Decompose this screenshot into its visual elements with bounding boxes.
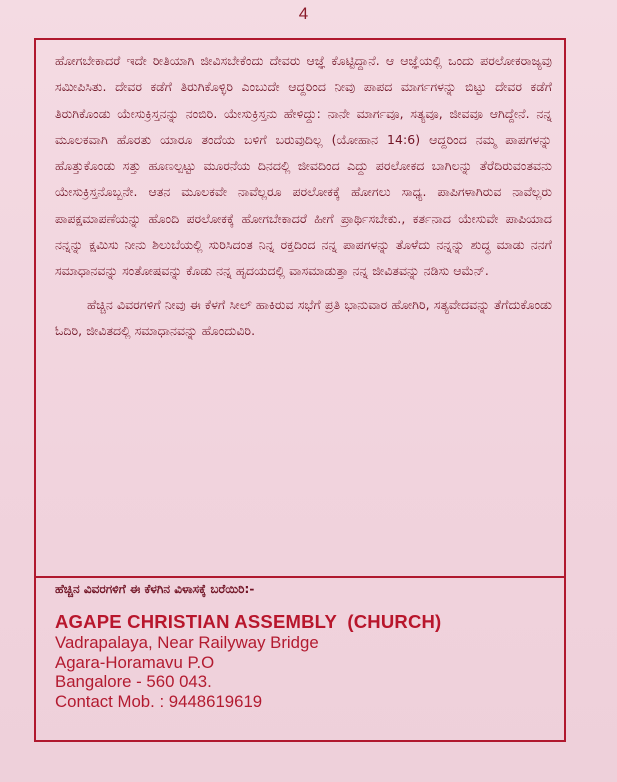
address-line-post-office: Agara-Horamavu P.O (55, 652, 215, 672)
page-number: 4 (298, 4, 309, 23)
body-paragraph-2: ಹೆಚ್ಚಿನ ವಿವರಗಳಿಗೆ ನೀವು ಈ ಕೆಳಗೆ ಸೀಲ್ ಹಾಕಿರುವ ಸಭೆಗೆ ಪ್ರತಿ ಭಾನುವಾರ ಹೋಗಿರಿ, ಸತ್ಯವೇದವನ್ನು ತೆಗೆದುಕೊಂಡು ಓದಿರಿ, ಜೀವಿತದಲ್ಲಿ ಸಮಾಧಾನವನ್ನು ಹೊಂದುವಿರಿ. (55, 296, 552, 338)
address-line-city: Bangalore - 560 043. (55, 672, 212, 691)
church-name: AGAPE CHRISTIAN ASSEMBLY (CHURCH) (55, 611, 442, 632)
content-frame (34, 38, 566, 742)
contact-mobile: Contact Mob. : 9448619619 (55, 691, 263, 711)
body-paragraph-1: ಹೋಗಬೇಕಾದರೆ ಇದೇ ರೀತಿಯಾಗಿ ಜೀವಿಸಬೇಕೆಂದು ದೇವರು ಆಜ್ಞೆ ಕೊಟ್ಟಿದ್ದಾನೆ. ಆ ಆಜ್ಞೆಯಲ್ಲಿ ಒಂದು ಪರಲೋಕರಾಜ್ಯವು ಸಮೀಪಿಸಿತು. ದೇವರ ಕಡೆಗೆ ತಿರುಗಿಕೊಳ್ಳಿರಿ ಎಂಬುದೇ ಆದ್ದರಿಂದ ನೀವು ಪಾಪದ ಮಾರ್ಗಗಳನ್ನು ಬಿಟ್ಟು ದೇವರ ಕಡೆಗೆ ತಿರುಗಿಕೊಂಡು ಯೇಸುಕ್ರಿಸ್ತನನ್ನು ನಂಬಿರಿ. ಯೇಸುಕ್ರಿಸ್ತನು ಹೇಳಿದ್ದು: ನಾನೇ ಮಾರ್ಗವೂ, ಸತ್ಯವೂ, ಜೀವವೂ ಆಗಿದ್ದೇನೆ. ನನ್ನ ಮೂಲಕವಾಗಿ ಹೊರತು ಯಾರೂ ತಂದೆಯ ಬಳಿಗೆ ಬರುವುದಿಲ್ಲ (ಯೋಹಾನ 14:6) ಆದ್ದರಿಂದ ನಮ್ಮ ಪಾಪಗಳನ್ನು ಹೊತ್ತುಕೊಂಡು ಸತ್ತು ಹೂಣಲ್ಪಟ್ಟು ಮೂರನೆಯ ದಿನದಲ್ಲಿ ಜೀವದಿಂದ ಎದ್ದು ಪರಲೋಕದ ಬಾಗಿಲನ್ನು ತೆರೆದಿರುವಂತವನು ಯೇಸುಕ್ರಿಸ್ತನೊಬ್ಬನೇ. ಆತನ ಮೂಲಕವೇ ನಾವೆಲ್ಲರೂ ಪರಲೋಕಕ್ಕೆ ಹೋಗಲು ಸಾಧ್ಯ. ಪಾಪಿಗಳಾಗಿರುವ ನಾವೆಲ್ಲರು ಪಾಪಕ್ಷಮಾಪಣೆಯನ್ನು ಹೊಂದಿ ಪರಲೋಕಕ್ಕೆ ಹೋಗಬೇಕಾದರೆ ಹೀಗೆ ಪ್ರಾರ್ಥಿಸಬೇಕು., ಕರ್ತನಾದ ಯೇಸುವೇ ಪಾಪಿಯಾದ ನನ್ನನ್ನು ಕ್ಷಮಿಸು ನೀನು ಶಿಲುಬೆಯಲ್ಲಿ ಸುರಿಸಿದಂತ ನಿನ್ನ ರಕ್ತದಿಂದ ನನ್ನ ಪಾಪಗಳನ್ನು ತೊಳೆದು ನನ್ನನ್ನು ಶುದ್ಧ ಮಾಡು ನನಗೆ ಸಮಾಧಾನವನ್ನು ಸಂತೋಷವನ್ನು ಕೊಡು ನನ್ನ ಹೃದಯದಲ್ಲಿ ವಾಸಮಾಡುತ್ತಾ ನನ್ನ ಜೀವಿತವನ್ನು ನಡಿಸು ಆಮೆನ್. (55, 53, 552, 279)
address-heading: ಹೆಚ್ಚಿನ ವಿವರಗಳಿಗೆ ಈ ಕೆಳಗಿನ ವಿಳಾಸಕ್ಕೆ ಬರೆಯಿರಿ:- (55, 582, 255, 596)
body-section (36, 40, 564, 574)
address-section (55, 582, 555, 711)
section-divider (36, 576, 564, 578)
address-line-street: Vadrapalaya, Near Railyway Bridge (55, 633, 319, 652)
